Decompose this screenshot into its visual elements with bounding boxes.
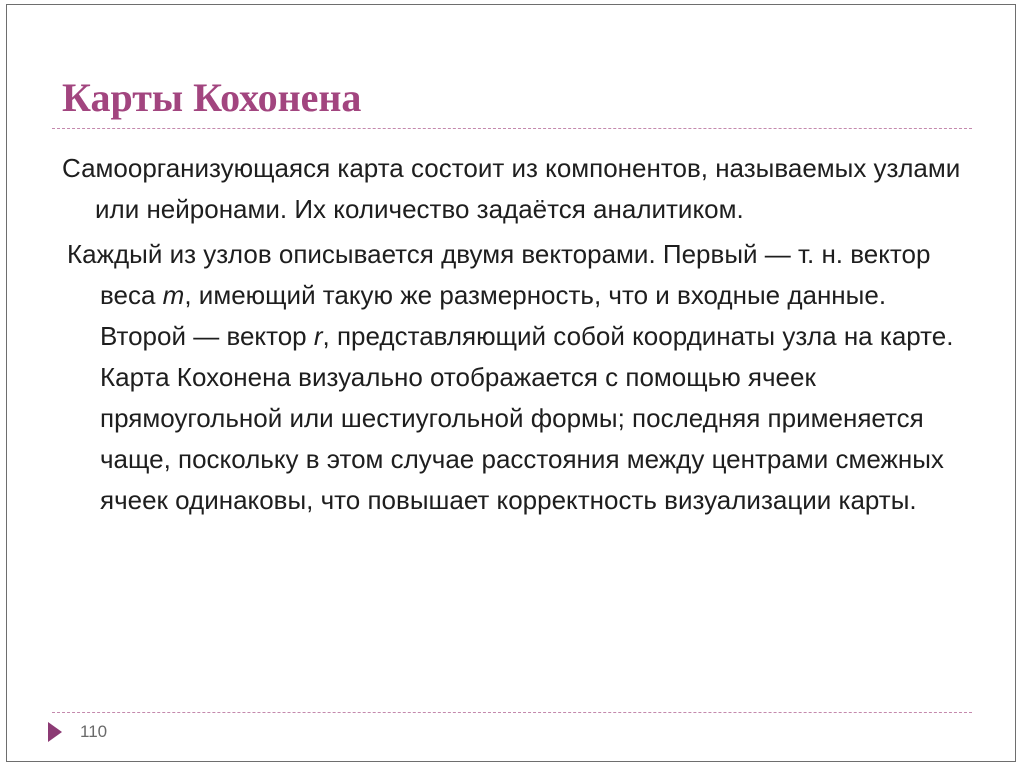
footer-divider bbox=[52, 712, 972, 713]
slide-title: Карты Кохонена bbox=[62, 75, 362, 120]
paragraph-1: Самоорганизующаяся карта состоит из компонентов, называемых узлами или нейронами. Их количество задаётся аналитиком. bbox=[62, 153, 961, 224]
title-divider bbox=[52, 128, 972, 129]
page-number: 110 bbox=[80, 722, 108, 741]
paragraph-2-part-1: Каждый из узлов описывается двумя векторами. Первый — т. н. вектор веса bbox=[67, 239, 931, 310]
paragraph-2-part-2: , имеющий такую же размерность, что и входные данные. Второй — вектор bbox=[100, 280, 887, 351]
variable-r: r bbox=[313, 321, 323, 351]
paragraph-2-part-3: , представляющий собой координаты узла на карте. Карта Кохонена визуально отображается с помощью ячеек прямоугольной или шестиугольной формы; последняя применяется чаще, поскольку в этом случае расстояния между центрами смежных ячеек одинаковы, что повышает корректность визуализации карты. bbox=[100, 321, 954, 515]
slide-body bbox=[62, 148, 962, 525]
paragraph-2 bbox=[67, 234, 962, 521]
triangle-right-icon bbox=[48, 722, 62, 742]
variable-m: m bbox=[162, 280, 185, 310]
